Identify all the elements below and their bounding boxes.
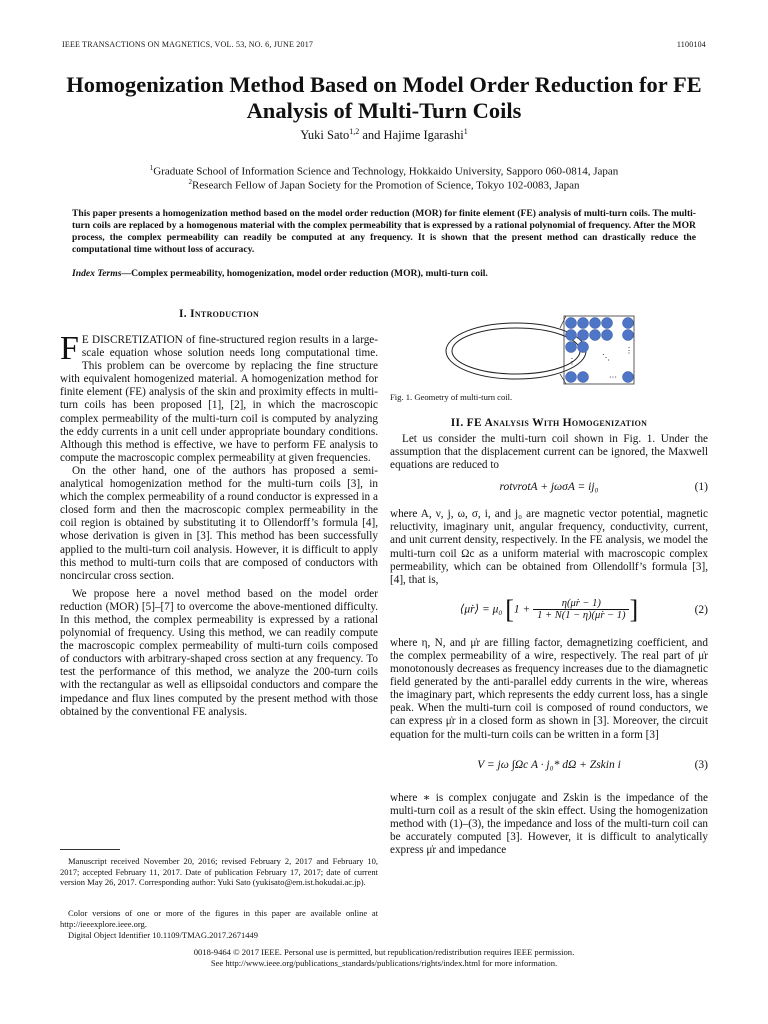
author-conjunction: and xyxy=(359,128,384,143)
running-header-article-number: 1100104 xyxy=(676,40,706,49)
conductor-dot xyxy=(590,330,601,341)
section-2-paragraph-3: where η, N, and μ̇r are filling factor, demagnetizing coefficient, and the complex permeability of a wire, respectively. The real part of μ̇r monotonously decreases as frequency increases due to the diamagnetic field generated by the anti-parallel eddy currents in the wire, whereas the imaginary part, which represents the eddy current loss, has a single peak. When the multi-turn coil is composed of round conductors, we can express μ̇r in a closed form as shown in [3]. Moreover, the circuit equation for the multi-turn coils can be written in a form [3] xyxy=(390,636,708,741)
conductor-dot xyxy=(566,372,577,383)
conductor-dot xyxy=(578,372,589,383)
zoom-line-top xyxy=(560,316,566,328)
section-2-title: FE Analysis With Homogenization xyxy=(466,417,648,429)
conductor-dot xyxy=(566,330,577,341)
equation-2-bracket-close: ] xyxy=(629,594,639,624)
abstract: This paper presents a homogenization method based on the model order reduction (MOR) for finite element (FE) analysis of multi-turn coils. The multi-turn coils are replaced by a homogenous material with the complex permeability that is expressed by a rational polynomial of frequency. After the MOR process, the complex permeability can readily be computed at any frequency. It is shown that the present method can drastically reduce the computational time without loss of accuracy. xyxy=(72,208,696,255)
conductor-dot xyxy=(602,318,613,329)
equation-2-fraction xyxy=(533,598,629,621)
equation-2 xyxy=(390,593,708,631)
section-1-title: Introduction xyxy=(190,308,260,320)
section-2-paragraph-2: where A, ν, j, ω, σ, i, and j₀ are magnetic vector potential, magnetic reluctivity, imaginary unit, angular frequency, conductivity, current, and unit current density, respectively. In the FE analysis, we model the multi-turn coil Ωc as a uniform material with macroscopic complex permeability, which can be obtained from Ollendollf’s formula [3], [4], that is, xyxy=(390,508,708,586)
section-2-paragraph-4: where ∗ is complex conjugate and Zskin is the impedance of the multi-turn coil as a result of the skin effect. Using the homogenization method with (1)–(3), the impedance and loss of the multi-turn coil can be accurately computed [3]. However, it is difficult to analytically express μ̇r and impedance xyxy=(390,791,708,856)
coil-inner-ring xyxy=(452,328,580,374)
equation-2-lhs: ⟨μ̇r⟩ = μ₀ xyxy=(459,603,503,616)
footnote-rule xyxy=(60,849,120,850)
equation-3-number: (3) xyxy=(694,758,708,771)
running-header-journal: IEEE TRANSACTIONS ON MAGNETICS, VOL. 53, NO. 6, JUNE 2017 xyxy=(62,40,314,49)
affiliation-2-marker: 2 xyxy=(188,178,192,186)
figure-1-coil-diagram xyxy=(390,308,708,388)
conductor-dot xyxy=(578,342,589,353)
author-line xyxy=(60,127,708,143)
author-2-affil: 1 xyxy=(463,127,468,136)
equation-2-number: (2) xyxy=(694,603,708,616)
drop-cap: F xyxy=(60,330,79,367)
equation-2-one-plus: 1 + xyxy=(513,603,531,616)
left-column xyxy=(60,308,378,719)
equation-3-expression: V = jω ∫Ωc A · j₀* dΩ + Zskin i xyxy=(477,758,621,771)
copyright-line-2: See http://www.ieee.org/publications_standards/publications/rights/index.html for more information. xyxy=(210,958,558,968)
equation-1-number: (1) xyxy=(694,481,708,494)
equation-1-expression: rotνrotA + jωσA = ij₀ xyxy=(499,481,599,494)
figure-1-dots-vertical-right: ⋮ xyxy=(625,346,633,355)
equation-2-numerator: η(μ̇r − 1) xyxy=(533,598,629,610)
author-1: Yuki Sato xyxy=(300,128,350,143)
conductor-dot xyxy=(623,318,634,329)
figure-1-dots-vertical: ⋮ xyxy=(568,357,576,366)
author-1-affil: 1,2 xyxy=(349,127,360,136)
conductor-dot xyxy=(566,318,577,329)
index-terms-label: Index Terms— xyxy=(72,268,132,279)
affiliation-1-marker: 1 xyxy=(149,164,154,172)
conductor-dot xyxy=(566,342,577,353)
section-1-paragraph-2: On the other hand, one of the authors has proposed a semi-analytical homogenization method for the multi-turn coils [3], in which the complex permeability of a round conductor is expressed in a closed form and then the macroscopic complex permeability in the coil region is obtained by substituting it to Ollendorff’s formula [4], whose derivation is given in [3]. This method has been successfully applied to the multi-turn coil analysis. However, it is difficult to apply this method to multi-turn coils that are composed of conductors with noncircular cross section. xyxy=(60,464,378,582)
copyright-notice xyxy=(60,947,708,969)
affiliation-2-text: Research Fellow of Japan Society for the Promotion of Science, Tokyo 102-0083, Japan xyxy=(191,179,580,192)
conductor-dot xyxy=(602,330,613,341)
conductor-dot xyxy=(578,318,589,329)
footnote-color-versions: Color versions of one or more of the figures in this paper are available online at http://ieeexplore.ieee.org. xyxy=(60,908,378,929)
equation-2-expression xyxy=(390,595,708,625)
author-2: Hajime Igarashi xyxy=(383,128,464,143)
paper-title: Homogenization Method Based on Model Order Reduction for FE Analysis of Multi-Turn Coils xyxy=(66,72,702,123)
affiliation-2 xyxy=(60,175,708,193)
equation-3 xyxy=(390,748,708,786)
conductor-cross-sections xyxy=(566,318,634,383)
affiliation-1-text: Graduate School of Information Science and Technology, Hokkaido University, Sapporo 060-0814, Japan xyxy=(153,165,619,178)
section-2-paragraph-1: Let us consider the multi-turn coil shown in Fig. 1. Under the assumption that the displacement current can be ignored, the Maxwell equations are reduced to xyxy=(390,433,708,472)
equation-2-denominator: 1 + N(1 − η)(μ̇r − 1) xyxy=(537,610,626,622)
section-1-paragraph-3: We propose here a novel method based on the model order reduction (MOR) [5]–[7] to overcome the above-mentioned difficulty. In this method, the complex permeability is expressed by a rational polynomial of frequency. Using this method, we can readily compute the macroscopic complex permeability of multi-turn coils composed of conductors with arbitrary-shaped cross section at any frequency. To test the performance of this method, we analyze the 200-turn coils with the rectangular as well as ellipsoidal conductors and compare the impedance and flux lines computed by the present method with those obtained by the conventional FE analysis. xyxy=(60,587,378,718)
section-1-paragraph-1-text: E DISCRETIZATION of fine-structured region results in a large-scale equation whose solution needs long computational time. This problem can be overcome by replacing the fine structure with equivalent homogenized material. A homogenization method for finite element (FE) analysis of the skin and proximity effects in multi-turn coils has been proposed [1], [2], in which the macroscopic complex permeability of the multi-turn coil is computed by analyzing the eddy currents in a unit cell under appropriate boundary conditions. Although this method is effective, we have to perform FE analysis to compute the macroscopic complex permeability at given frequencies. xyxy=(60,334,378,464)
index-terms xyxy=(72,268,696,280)
right-column xyxy=(390,308,708,857)
equation-1 xyxy=(390,478,708,502)
section-1-paragraph-1 xyxy=(60,330,378,465)
footnote-manuscript: Manuscript received November 20, 2016; revised February 2, 2017 and February 10, 2017; accepted February 11, 2017. Date of publication February 17, 2017; date of current version May 26, 2017. Corresponding author: Yuki Sato (yukisato@em.ist.hokudai.ac.jp). xyxy=(60,856,378,887)
index-terms-text: Complex permeability, homogenization, model order reduction (MOR), multi-turn coil. xyxy=(131,268,488,279)
figure-1-dots-horizontal: ··· xyxy=(609,373,617,382)
figure-1 xyxy=(390,308,708,388)
section-2-heading xyxy=(390,417,708,429)
footnote-doi: Digital Object Identifier 10.1109/TMAG.2017.2671449 xyxy=(68,930,258,940)
conductor-dot xyxy=(623,372,634,383)
section-2-numeral: II. xyxy=(450,417,467,429)
copyright-line-1: 0018-9464 © 2017 IEEE. Personal use is permitted, but republication/redistribution requires IEEE permission. xyxy=(193,947,575,957)
equation-2-bracket-open: [ xyxy=(505,594,514,624)
conductor-dot xyxy=(590,318,601,329)
section-1-numeral: I. xyxy=(178,308,191,320)
conductor-dot xyxy=(623,330,634,341)
figure-1-dots-diagonal: ⋱ xyxy=(602,353,610,362)
coil-outer-ring xyxy=(446,323,586,379)
section-1-heading xyxy=(60,308,378,320)
conductor-dot xyxy=(578,330,589,341)
zoom-line-bottom xyxy=(560,374,566,384)
figure-1-caption: Fig. 1. Geometry of multi-turn coil. xyxy=(390,392,513,402)
